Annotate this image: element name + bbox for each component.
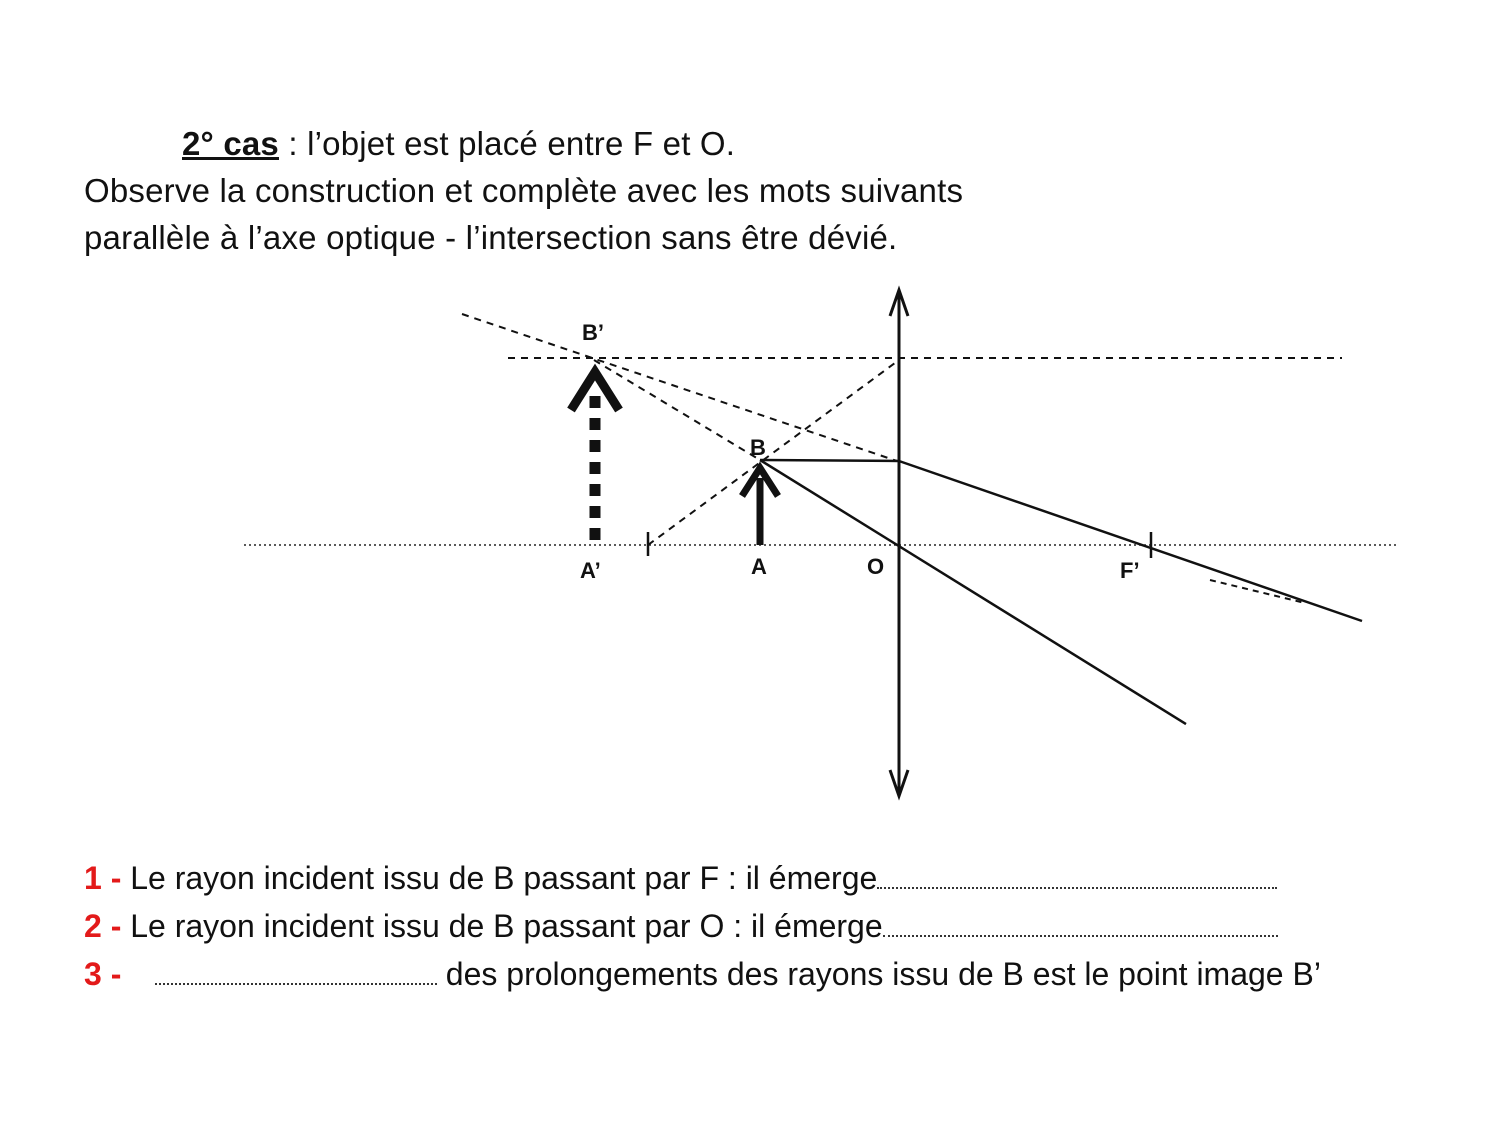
exercise-item-3 [84,956,1464,1004]
emergent-ray-extension [1210,580,1305,603]
answer-blank[interactable] [877,867,1277,889]
label-a-prime: A’ [580,558,601,583]
case-text: l’objet est placé entre F et O. [307,125,736,162]
case-separator: : [278,125,308,162]
answer-blank[interactable] [883,915,1278,937]
item-number: 3 - [84,956,122,992]
instruction-text: Observe la construction et complète avec les mots suivants [84,172,964,209]
item-number: 1 - [84,860,122,896]
label-a: A [751,554,767,579]
word-list: parallèle à l’axe optique - l’intersection sans être dévié. [84,219,898,256]
label-o: O [867,554,885,579]
item-text: des prolongements des rayons issu de B est le point image B’ [445,956,1321,992]
object-arrow-ab [742,468,778,545]
item-text: Le rayon incident issu de B passant par F : il émerge [130,860,878,896]
exercise-item-1 [84,860,1464,908]
label-b-prime: B’ [582,320,604,345]
exercise-item-2 [84,908,1464,956]
case-label: 2° cas [182,125,279,162]
light-rays [760,460,1362,724]
label-b: B [750,435,766,460]
label-f-prime: F’ [1120,558,1140,583]
answer-blank[interactable] [155,963,437,985]
image-arrow-a-prime-b-prime [571,372,619,540]
item-text: Le rayon incident issu de B passant par O : il émerge [130,908,883,944]
item-number: 2 - [84,908,122,944]
exercise-items [84,860,1464,1004]
